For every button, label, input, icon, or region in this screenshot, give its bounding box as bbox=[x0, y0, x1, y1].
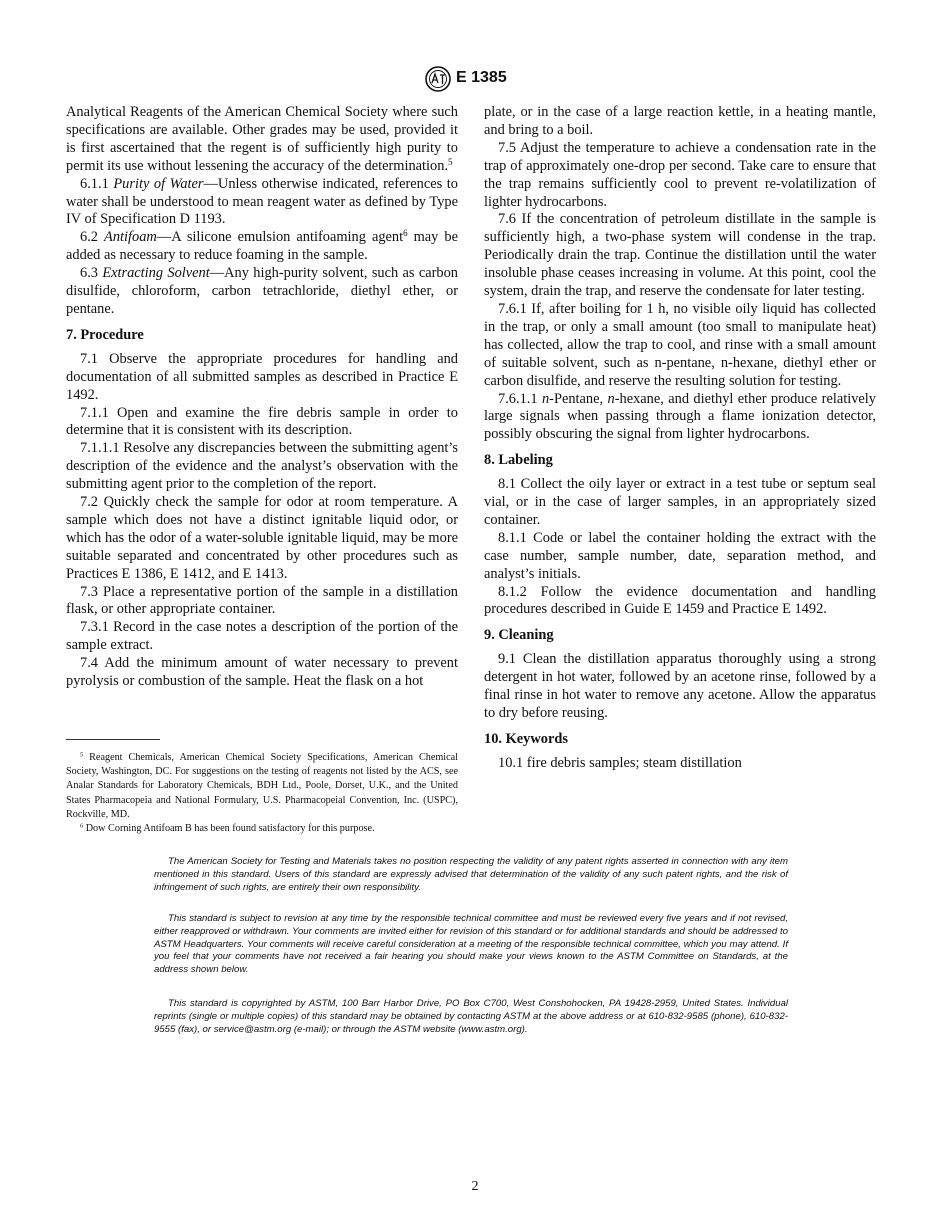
paragraph bbox=[66, 229, 458, 265]
footnote-divider bbox=[66, 739, 160, 740]
footnote-ref: 6 bbox=[403, 228, 408, 239]
page-header bbox=[0, 64, 950, 94]
paragraph bbox=[66, 494, 458, 584]
text-run: 7.5 Adjust the temperature to achieve a condensation rate in the trap of approximately one-drop per second. Take care to ensure that the trap remains sufficiently cool to prevent re-volatilization of lighter hydrocarbons. bbox=[484, 139, 876, 210]
emphasis-text: n bbox=[607, 390, 615, 407]
text-run: -Pentane, bbox=[549, 390, 608, 407]
paragraph bbox=[66, 351, 458, 405]
section-heading: 7. Procedure bbox=[66, 326, 144, 343]
footnote bbox=[66, 751, 458, 822]
text-run: 7.6.1 If, after boiling for 1 h, no visible oily liquid has collected in the trap, or only a small amount (too small to manipulate heat) has collected, allow the trap to cool, and rinse with a small amount of suitable solvent, such as n-pentane, n-hexane, diethyl ether or carbon disulfide, and reserve the resulting solution for testing. bbox=[484, 300, 876, 389]
paragraph bbox=[484, 211, 876, 301]
section-heading: 9. Cleaning bbox=[484, 627, 554, 644]
emphasis-text: Purity of Water bbox=[113, 175, 204, 192]
paragraph bbox=[484, 104, 876, 140]
text-run: 9.1 Clean the distillation apparatus thoroughly using a strong detergent in hot water, followed by an acetone rinse, followed by a final rinse in hot water to remove any acetone. Allow the apparatus to dry before reusing. bbox=[484, 651, 876, 721]
text-run: 7.3.1 Record in the case notes a description of the portion of the sample extract. bbox=[66, 619, 458, 654]
right-column bbox=[484, 104, 876, 773]
text-run: 7.4 Add the minimum amount of water necessary to prevent pyrolysis or combustion of the sample. Heat the flask on a hot bbox=[66, 655, 458, 690]
text-run: 7.6 If the concentration of petroleum distillate in the sample is sufficiently high, a two-phase system will condense in the trap. Periodically drain the trap. Continue the distillation until the water insoluble phase ceases increasing in volume. At this point, cool the system, drain the trap, and reserve the condensate for later testing. bbox=[484, 211, 876, 300]
page-number: 2 bbox=[471, 1179, 479, 1194]
paragraph bbox=[484, 651, 876, 723]
text-run: may be added as necessary to reduce foaming in the sample. bbox=[66, 229, 458, 264]
text-run: 7.1.1.1 Resolve any discrepancies between the submitting agent’s description of the evidence and the analyst’s observation with the submitting agent prior to the completion of the report. bbox=[66, 440, 458, 493]
left-column bbox=[66, 104, 458, 691]
paragraph bbox=[484, 755, 876, 773]
text-run: 7.1 Observe the appropriate procedures for handling and documentation of all submitted samples as described in Practice E 1492. bbox=[66, 350, 458, 403]
emphasis-text: n bbox=[541, 390, 550, 407]
text-run: 8.1.1 Code or label the container holding the extract with the case number, sample number, date, separation method, and analyst’s initials. bbox=[484, 529, 876, 582]
paragraph bbox=[484, 476, 876, 530]
text-run: —Unless otherwise indicated, references to water shall be understood to mean reagent water as defined by Type IV of Specification D 1193. bbox=[66, 175, 458, 228]
text-run: 8.1 Collect the oily layer or extract in a test tube or septum seal vial, or in the case of larger samples, in an appropriately sized container. bbox=[484, 476, 876, 528]
paragraph bbox=[484, 391, 876, 445]
emphasis-text: Antifoam bbox=[104, 229, 157, 246]
paragraph bbox=[66, 440, 458, 494]
text-run: 6.2 bbox=[80, 229, 105, 246]
footnote-number: 6 bbox=[80, 822, 84, 830]
footnote-ref: 5 bbox=[448, 156, 453, 167]
text-run: -hexane, and diethyl ether produce relatively large signals when passing through a flame ionization detector, possibly obscuring the signal from lighter hydrocarbons. bbox=[484, 390, 876, 443]
text-run: 6.3 bbox=[80, 265, 103, 282]
paragraph bbox=[66, 619, 458, 655]
paragraph bbox=[484, 530, 876, 584]
text-run: 6.1.1 bbox=[80, 175, 114, 192]
text-run: 7.6.1.1 bbox=[498, 390, 542, 407]
paragraph bbox=[66, 655, 458, 691]
patent-notice: The American Society for Testing and Materials takes no position respecting the validity of any patent rights asserted in connection with any item mentioned in this standard. Users of this standard are expressly advised that determination of the validity of any such patent rights, and the risk of infringement of such rights, are entirely their own responsibility. bbox=[154, 856, 788, 893]
text-run: —A silicone emulsion antifoaming agent bbox=[156, 229, 404, 246]
text-run: 8.1.2 Follow the evidence documentation and handling procedures described in Guide E 1459 and Practice E 1492. bbox=[484, 583, 876, 618]
text-run: Analytical Reagents of the American Chemical Society where such specifications are available. bbox=[66, 104, 458, 138]
text-run: —Any high-purity solvent, such as carbon disulfide, chloroform, carbon tetrachloride, diethyl ether, or pentane. bbox=[66, 265, 459, 317]
section-heading: 8. Labeling bbox=[484, 452, 553, 469]
paragraph bbox=[484, 301, 876, 391]
paragraph bbox=[66, 104, 458, 176]
paragraph bbox=[484, 584, 876, 620]
paragraph bbox=[66, 176, 458, 230]
footnote-text: Dow Corning Antifoam B has been found satisfactory for this purpose. bbox=[83, 823, 375, 835]
standard-designation: E 1385 bbox=[456, 69, 507, 86]
text-run: 7.1.1 Open and examine the fire debris sample in order to determine that it is consistent with its description. bbox=[66, 404, 458, 439]
footnote bbox=[66, 822, 458, 836]
paragraph bbox=[484, 140, 876, 212]
footnote-text: Reagent Chemicals, American Chemical Society Specifications, American Chemical Society, Washington, DC. For suggestions on the testing of reagents not listed by the ACS, see Analar Standards for Laboratory Chemicals, BDH Ltd., Poole, Dorset, U.K., and the United States Pharmacopeia and National Formulary, U.S. Pharmacopeial Convention, Inc. (USPC), Rockville, MD. bbox=[66, 752, 458, 820]
paragraph bbox=[66, 584, 458, 620]
footnotes bbox=[66, 751, 458, 836]
copyright-notice: This standard is copyrighted by ASTM, 100 Barr Harbor Drive, PO Box C700, West Conshohocken, PA 19428-2959, United States. Individual reprints (single or multiple copies) of this standard may be obtained by contacting ASTM at the above address or at 610-832-9585 (phone), 610-832-9555 (fax), or service@astm.org (e-mail); or through the ASTM website (www.astm.org). bbox=[154, 998, 788, 1035]
text-run: 10.1 fire debris samples; steam distillation bbox=[498, 754, 742, 771]
paragraph bbox=[66, 265, 458, 319]
text-run: 7.3 Place a representative portion of the sample in a distillation flask, or other appropriate container. bbox=[66, 583, 458, 618]
footnote-number: 5 bbox=[80, 751, 84, 759]
text-run: plate, or in the case of a large reaction kettle, in a heating mantle, and bring to a boil. bbox=[484, 104, 876, 138]
emphasis-text: Extracting Solvent bbox=[102, 265, 210, 282]
astm-logo-icon bbox=[425, 66, 451, 92]
revision-notice: This standard is subject to revision at any time by the responsible technical committee and must be reviewed every five years and if not revised, either reapproved or withdrawn. Your comments are invited either for revision of this standard or for additional standards and should be addressed to ASTM Headquarters. Your comments will receive careful consideration at a meeting of the responsible technical committee, which you may attend. If you feel that your comments have not received a fair hearing you should make your views known to the ASTM Committee on Standards, at the address shown below. bbox=[154, 913, 788, 976]
paragraph bbox=[66, 405, 458, 441]
text-run: Other grades may be used, provided it is first ascertained that the regent is of sufficiently high purity to permit its use without lessening the accuracy of the determination. bbox=[66, 121, 458, 174]
text-run: 7.2 Quickly check the sample for odor at room temperature. A sample which does not have a distinct ignitable liquid odor, or which has the odor of a water-soluble ignitable liquid, may be more suitable separated and concentrated by other procedures such as Practices E 1386, E 1412, and E 1413. bbox=[66, 494, 458, 582]
section-heading: 10. Keywords bbox=[484, 730, 568, 747]
